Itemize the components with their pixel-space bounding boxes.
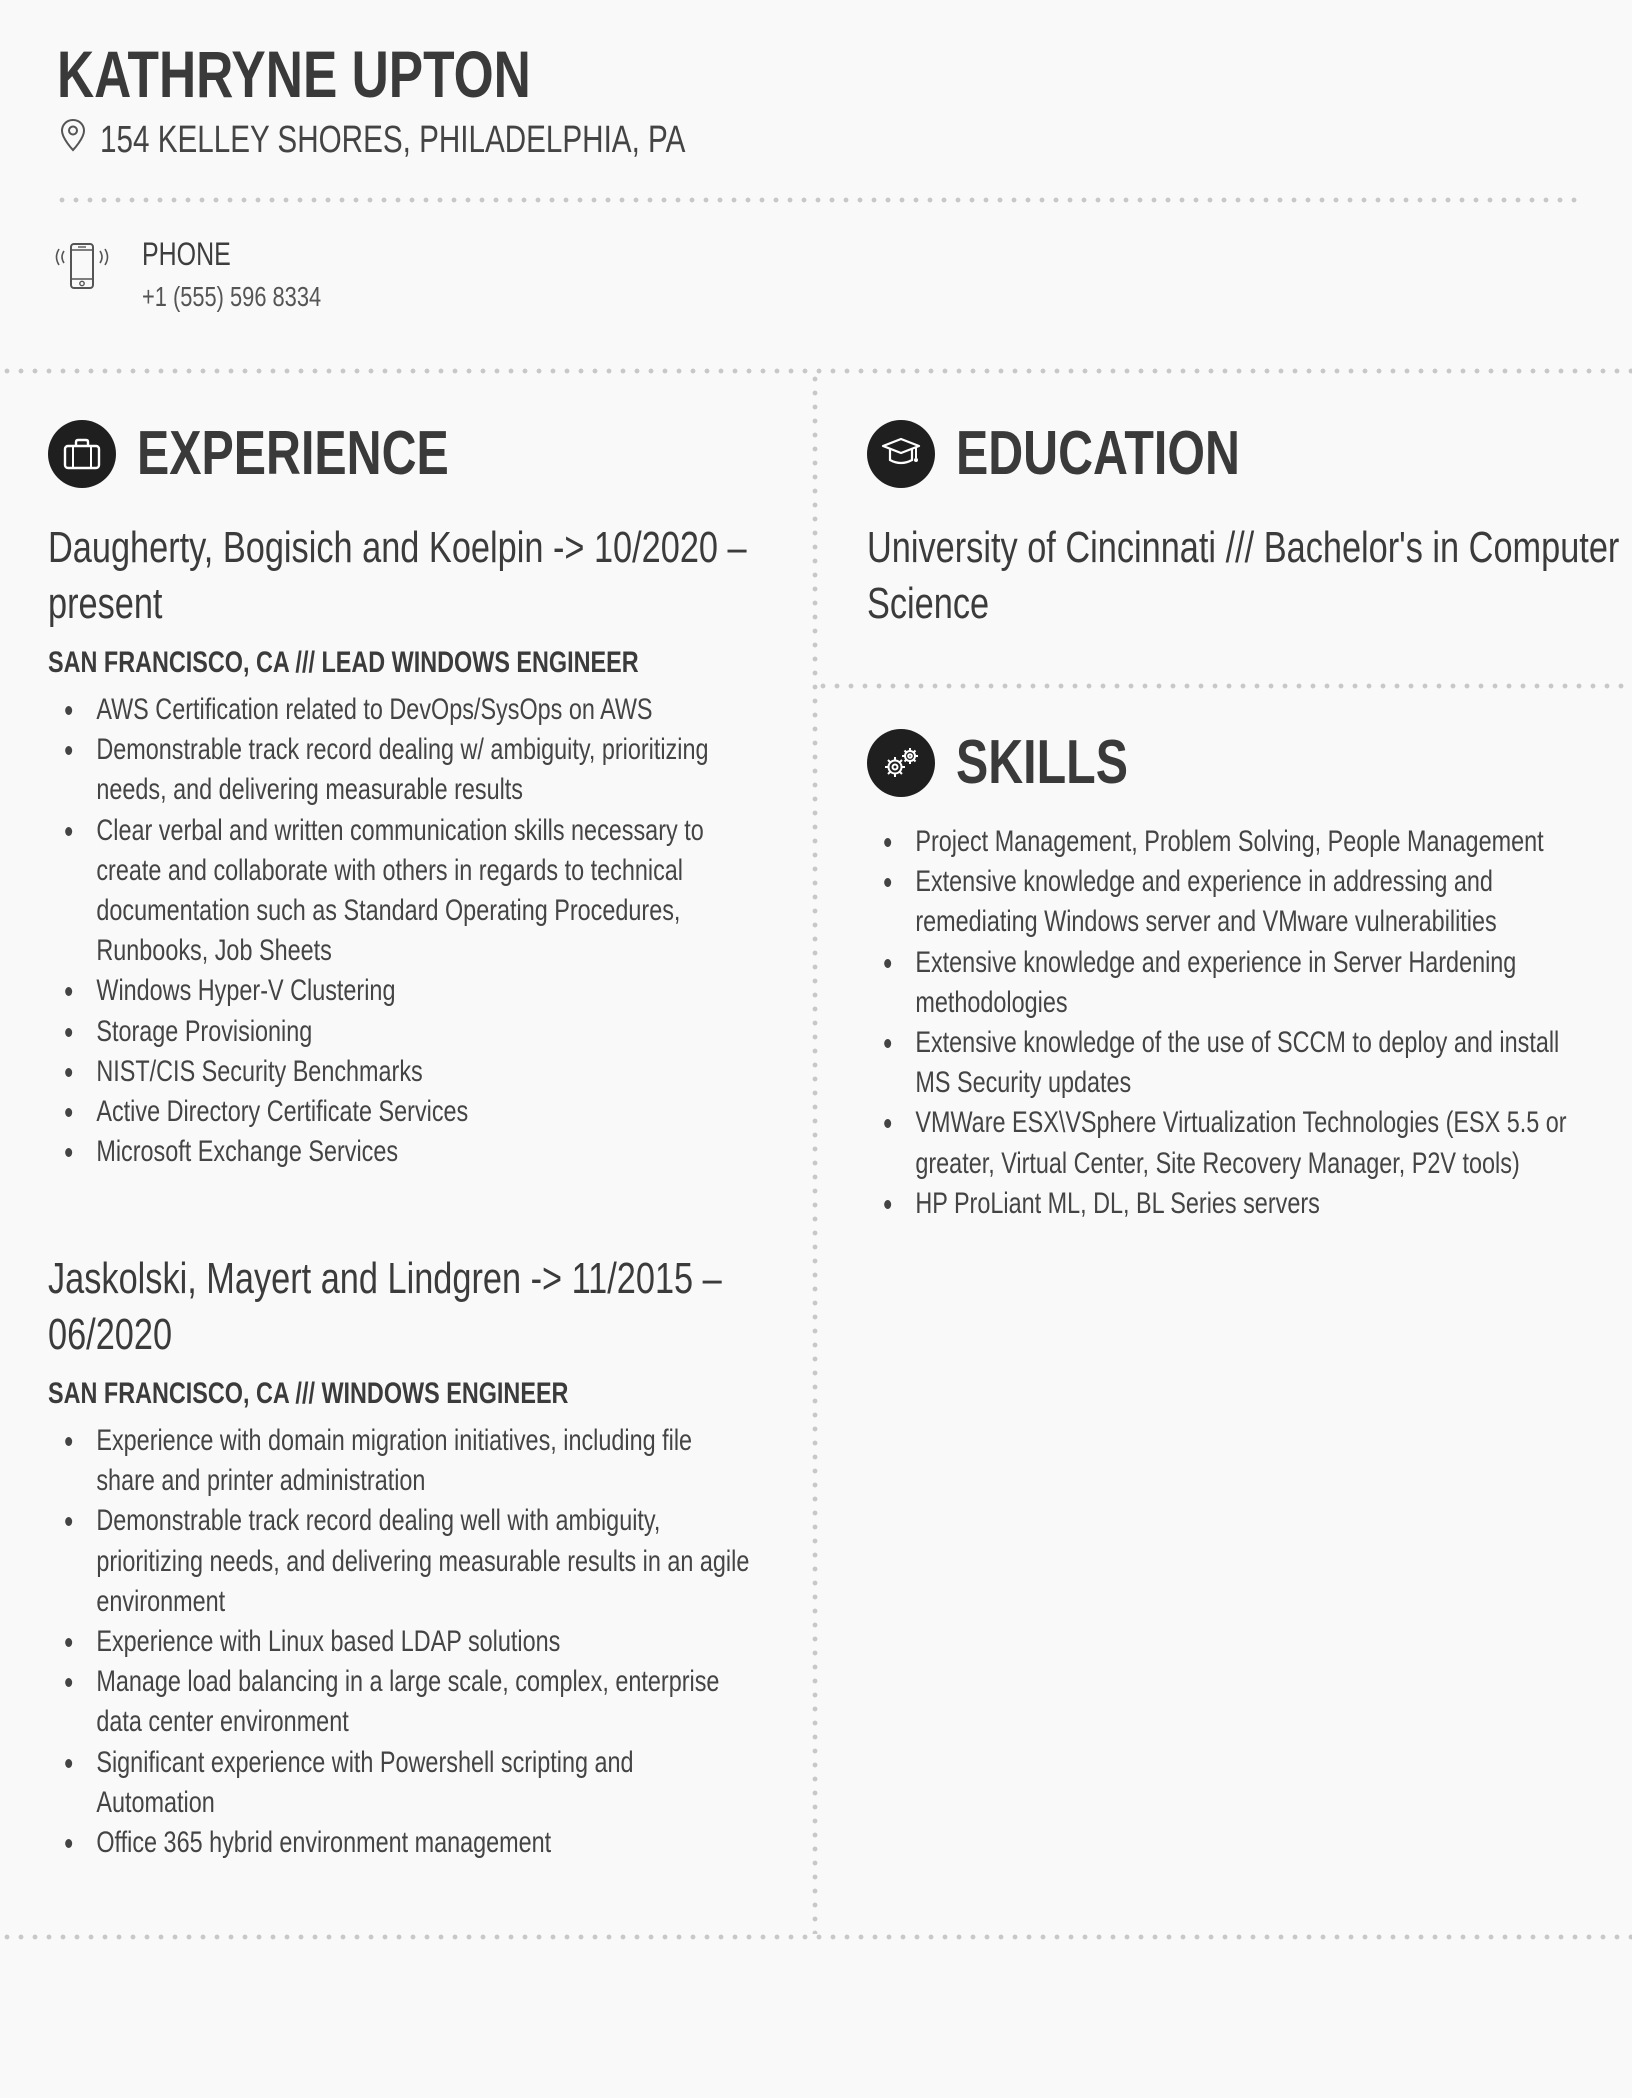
skills-bullet-list <box>867 822 1569 1224</box>
list-item: Demonstrable track record dealing well with ambiguity, prioritizing needs, and delivering measurable results in an agile environment <box>48 1501 750 1622</box>
job-subtitle: SAN FRANCISCO, CA /// LEAD WINDOWS ENGINEER <box>48 646 639 679</box>
list-item: Microsoft Exchange Services <box>48 1132 750 1172</box>
address-text: 154 KELLEY SHORES, PHILADELPHIA, PA <box>100 118 686 161</box>
address-line <box>60 118 851 162</box>
list-item: AWS Certification related to DevOps/SysOps on AWS <box>48 690 750 730</box>
list-item: Storage Provisioning <box>48 1012 750 1052</box>
list-item: Extensive knowledge and experience in Server Hardening methodologies <box>867 943 1569 1023</box>
candidate-name: KATHRYNE UPTON <box>57 37 531 111</box>
list-item: Clear verbal and written communication skills necessary to create and collaborate with others in regards to technical documentation such as Standard Operating Procedures, Runbooks, Job Sheets <box>48 811 750 972</box>
job-title: Jaskolski, Mayert and Lindgren -> 11/2015 – 06/2020 <box>48 1254 722 1359</box>
education-entry: University of Cincinnati /// Bachelor's in Computer Science <box>867 523 1620 628</box>
graduation-cap-icon <box>867 420 935 488</box>
job-bullet-list <box>48 690 750 1172</box>
phone-contact <box>54 236 372 313</box>
list-item: Significant experience with Powershell scripting and Automation <box>48 1743 750 1823</box>
list-item: Extensive knowledge and experience in addressing and remediating Windows server and VMware vulnerabilities <box>867 862 1569 942</box>
phone-number[interactable]: +1 (555) 596 8334 <box>142 281 322 312</box>
list-item: Windows Hyper-V Clustering <box>48 971 750 1011</box>
list-item: Extensive knowledge of the use of SCCM to deploy and install MS Security updates <box>867 1023 1569 1103</box>
list-item: VMWare ESX\VSphere Virtualization Technologies (ESX 5.5 or greater, Virtual Center, Site Recovery Manager, P2V tools) <box>867 1103 1569 1183</box>
header-divider <box>55 197 1580 203</box>
education-column <box>867 520 1632 632</box>
job-title: Daugherty, Bogisich and Koelpin -> 10/2020 – present <box>48 523 747 628</box>
skills-title: SKILLS <box>956 728 1128 797</box>
location-pin-icon <box>60 118 86 162</box>
experience-column-2 <box>48 1251 1028 1863</box>
education-heading <box>867 418 1320 489</box>
experience-title: EXPERIENCE <box>137 419 449 488</box>
job-bullet-list <box>48 1421 750 1863</box>
bottom-divider <box>0 1934 1632 1940</box>
list-item: Office 365 hybrid environment management <box>48 1823 750 1863</box>
job-entry <box>48 1251 1028 1863</box>
gears-icon <box>867 729 935 797</box>
phone-label: PHONE <box>142 236 231 272</box>
list-item: NIST/CIS Security Benchmarks <box>48 1052 750 1092</box>
job-subtitle: SAN FRANCISCO, CA /// WINDOWS ENGINEER <box>48 1377 569 1410</box>
list-item: Experience with Linux based LDAP solutions <box>48 1622 750 1662</box>
mobile-phone-icon <box>54 236 110 313</box>
list-item: HP ProLiant ML, DL, BL Series servers <box>867 1184 1569 1224</box>
list-item: Active Directory Certificate Services <box>48 1092 750 1132</box>
list-item: Demonstrable track record dealing w/ ambiguity, prioritizing needs, and delivering measurable results <box>48 730 750 810</box>
experience-heading <box>48 418 537 489</box>
list-item: Manage load balancing in a large scale, complex, enterprise data center environment <box>48 1662 750 1742</box>
list-item: Experience with domain migration initiatives, including file share and printer administration <box>48 1421 750 1501</box>
skills-column <box>867 822 1632 1224</box>
skills-heading <box>867 727 1176 798</box>
list-item: Project Management, Problem Solving, People Management <box>867 822 1569 862</box>
briefcase-icon <box>48 420 116 488</box>
education-title: EDUCATION <box>956 419 1240 488</box>
